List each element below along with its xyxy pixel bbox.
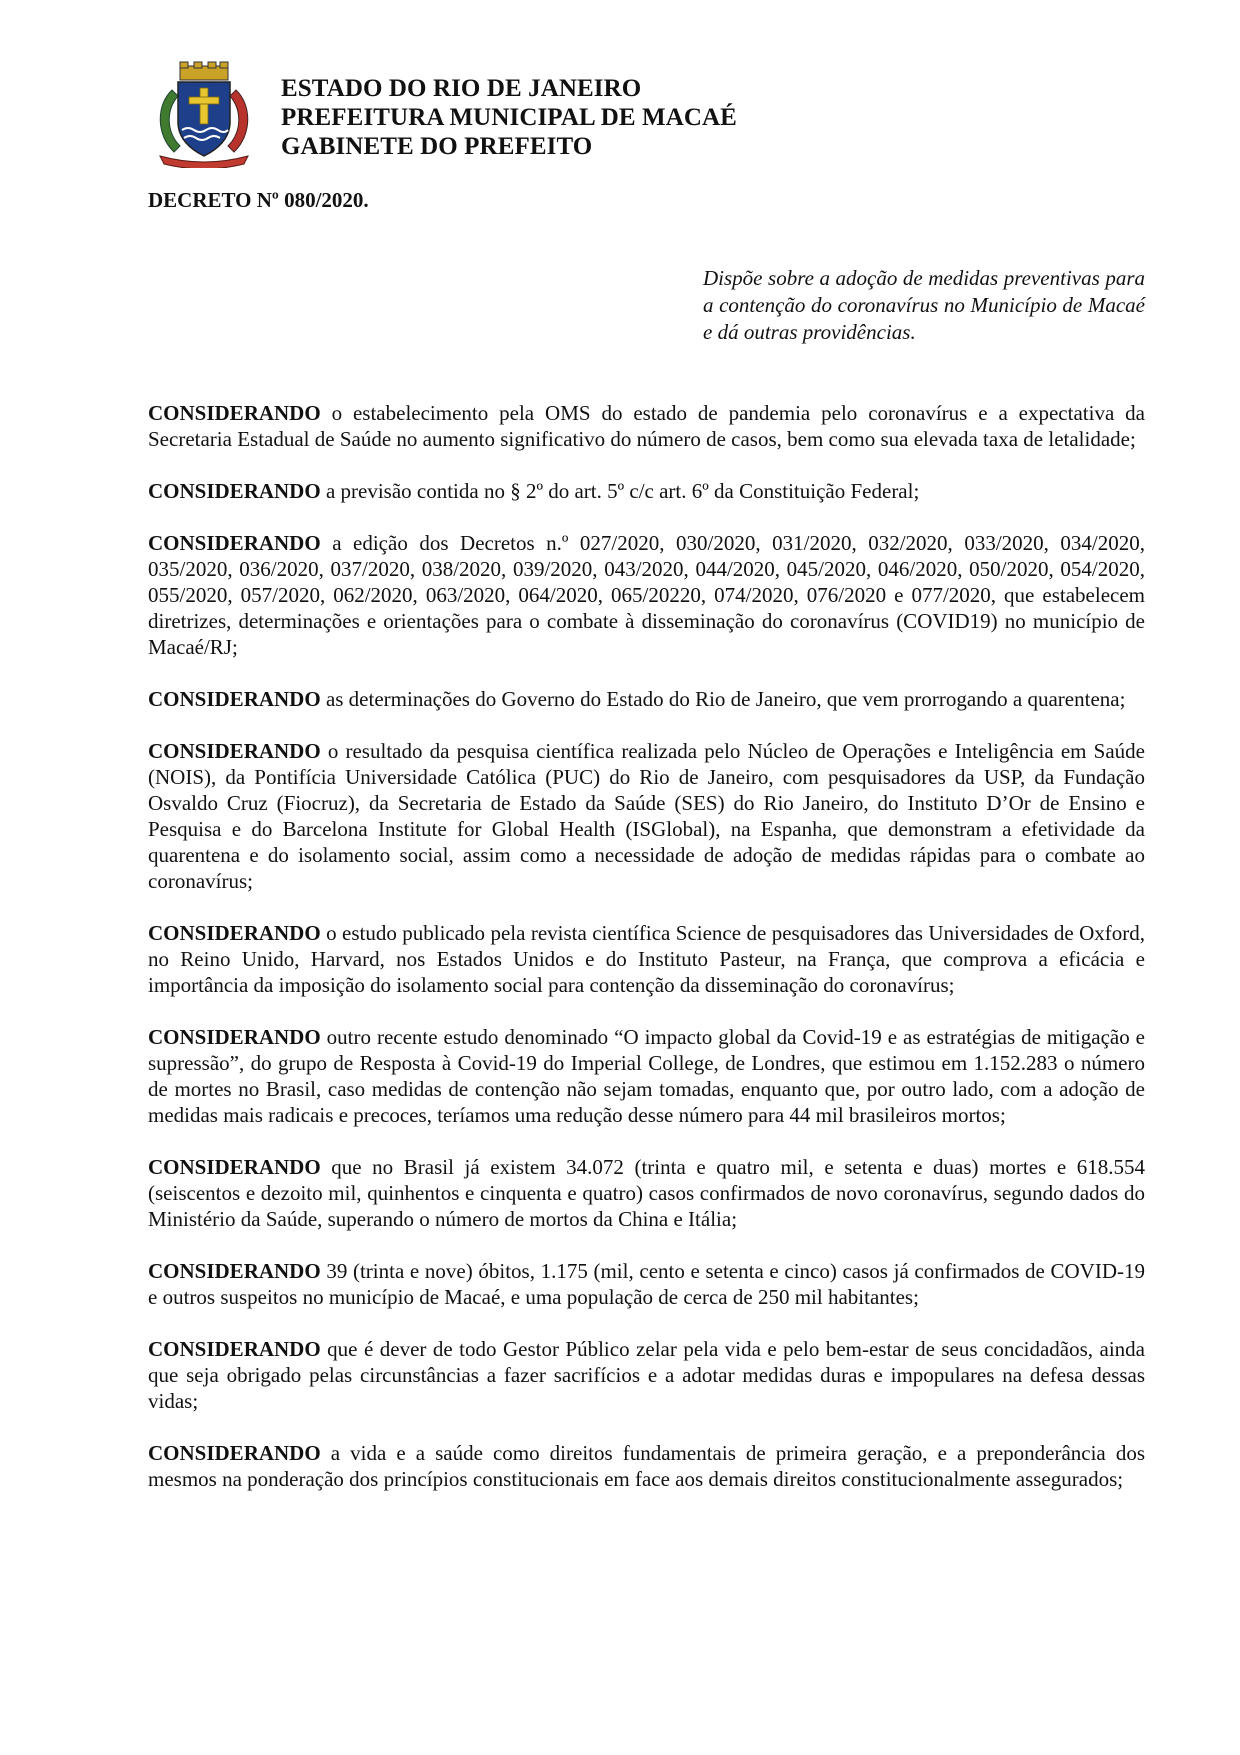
letterhead-text xyxy=(281,74,737,161)
considerando-keyword: CONSIDERANDO xyxy=(148,479,321,503)
considerando-keyword: CONSIDERANDO xyxy=(148,1337,321,1361)
considerando-paragraph xyxy=(148,400,1145,452)
considerando-paragraph xyxy=(148,738,1145,894)
considerando-keyword: CONSIDERANDO xyxy=(148,921,321,945)
header-state: ESTADO DO RIO DE JANEIRO xyxy=(281,75,642,102)
considerando-paragraph xyxy=(148,920,1145,998)
considerando-text: o estudo publicado pela revista científica Science de pesquisadores das Universidades de Oxford, no Reino Unido, Harvard, nos Estados Unidos e do Instituto Pasteur, na França, que comprova a eficácia e importância da imposição do isolamento social para contenção da disseminação do coronavírus; xyxy=(148,921,1145,997)
considerando-keyword: CONSIDERANDO xyxy=(148,687,321,711)
considerando-text: outro recente estudo denominado “O impacto global da Covid-19 e as estratégias de mitigação e supressão”, do grupo de Resposta à Covid-19 do Imperial College, de Londres, que estimou em 1.152.283 o número de mortes no Brasil, caso medidas de contenção não sejam tomadas, enquanto que, por outro lado, com a adoção de medidas mais radicais e precoces, teríamos uma redução desse número para 44 mil brasileiros mortos; xyxy=(148,1025,1145,1127)
considerando-keyword: CONSIDERANDO xyxy=(148,1025,321,1049)
considerando-paragraph xyxy=(148,478,1145,504)
considerando-text: a edição dos Decretos n.º 027/2020, 030/2020, 031/2020, 032/2020, 033/2020, 034/2020, 035/2020, 036/2020, 037/2020, 038/2020, 039/2020, 043/2020, 044/2020, 045/2020, 046/2020, 050/2020, 054/2020, 055/2020, 057/2020, 062/2020, 063/2020, 064/2020, 065/20220, 074/2020, 076/2020 e 077/2020, que estabelecem diretrizes, determinações e orientações para o combate à disseminação do coronavírus (COVID19) no município de Macaé/RJ; xyxy=(148,531,1145,659)
considerando-text: as determinações do Governo do Estado do Rio de Janeiro, que vem prorrogando a quarentena; xyxy=(320,687,1126,711)
considerando-text: que no Brasil já existem 34.072 (trinta e quatro mil, e setenta e duas) mortes e 618.554 (seiscentos e dezoito mil, quinhentos e cinquenta e quatro) casos confirmados de novo coronavírus, segundo dados do Ministério da Saúde, superando o número de mortos da China e Itália; xyxy=(148,1155,1145,1231)
considerando-text: que é dever de todo Gestor Público zelar pela vida e pelo bem-estar de seus concidadãos, ainda que seja obrigado pelas circunstâncias a fazer sacrifícios e a adotar medidas duras e impopulares na defesa dessas vidas; xyxy=(148,1337,1145,1413)
considerando-text: 39 (trinta e nove) óbitos, 1.175 (mil, cento e setenta e cinco) casos já confirmados de COVID-19 e outros suspeitos no município de Macaé, e uma população de cerca de 250 mil habitantes; xyxy=(148,1259,1145,1309)
considerando-keyword: CONSIDERANDO xyxy=(148,1155,321,1179)
considerando-text: o estabelecimento pela OMS do estado de pandemia pelo coronavírus e a expectativa da Secretaria Estadual de Saúde no aumento significativo do número de casos, bem como sua elevada taxa de letalidade; xyxy=(148,401,1145,451)
considerando-keyword: CONSIDERANDO xyxy=(148,401,321,425)
decree-number: DECRETO Nº 080/2020. xyxy=(148,188,369,212)
considerandos-list xyxy=(148,400,1145,1518)
considerando-text: a vida e a saúde como direitos fundamentais de primeira geração, e a preponderância dos mesmos na ponderação dos princípios constitucionais em face aos demais direitos constitucionalmente assegurados; xyxy=(148,1441,1145,1491)
considerando-paragraph xyxy=(148,1258,1145,1310)
considerando-keyword: CONSIDERANDO xyxy=(148,739,321,763)
decree-summary: Dispõe sobre a adoção de medidas preventivas para a contenção do coronavírus no Município de Macaé e dá outras providências. xyxy=(703,266,1145,344)
header-office: GABINETE DO PREFEITO xyxy=(281,133,593,160)
considerando-text: a previsão contida no § 2º do art. 5º c/c art. 6º da Constituição Federal; xyxy=(320,479,920,503)
considerando-paragraph xyxy=(148,686,1145,712)
considerando-keyword: CONSIDERANDO xyxy=(148,531,321,555)
considerando-paragraph xyxy=(148,1336,1145,1414)
considerando-text: o resultado da pesquisa científica realizada pelo Núcleo de Operações e Inteligência em Saúde (NOIS), da Pontifícia Universidade Católica (PUC) do Rio de Janeiro, com pesquisadores da USP, da Fundação Osvaldo Cruz (Fiocruz), da Secretaria de Estado da Saúde (SES) do Rio Janeiro, do Instituto D’Or de Ensino e Pesquisa e do Barcelona Institute for Global Health (ISGlobal), na Espanha, que demonstram a efetividade da quarentena e do isolamento social, assim como a necessidade de adoção de medidas rápidas para o combate ao coronavírus; xyxy=(148,739,1145,893)
considerando-paragraph xyxy=(148,1024,1145,1128)
header-municipality: PREFEITURA MUNICIPAL DE MACAÉ xyxy=(281,104,737,131)
considerando-paragraph xyxy=(148,1154,1145,1232)
considerando-keyword: CONSIDERANDO xyxy=(148,1441,321,1465)
considerando-paragraph xyxy=(148,530,1145,660)
municipal-coat-of-arms-icon xyxy=(150,60,258,168)
considerando-paragraph xyxy=(148,1440,1145,1492)
considerando-keyword: CONSIDERANDO xyxy=(148,1259,321,1283)
